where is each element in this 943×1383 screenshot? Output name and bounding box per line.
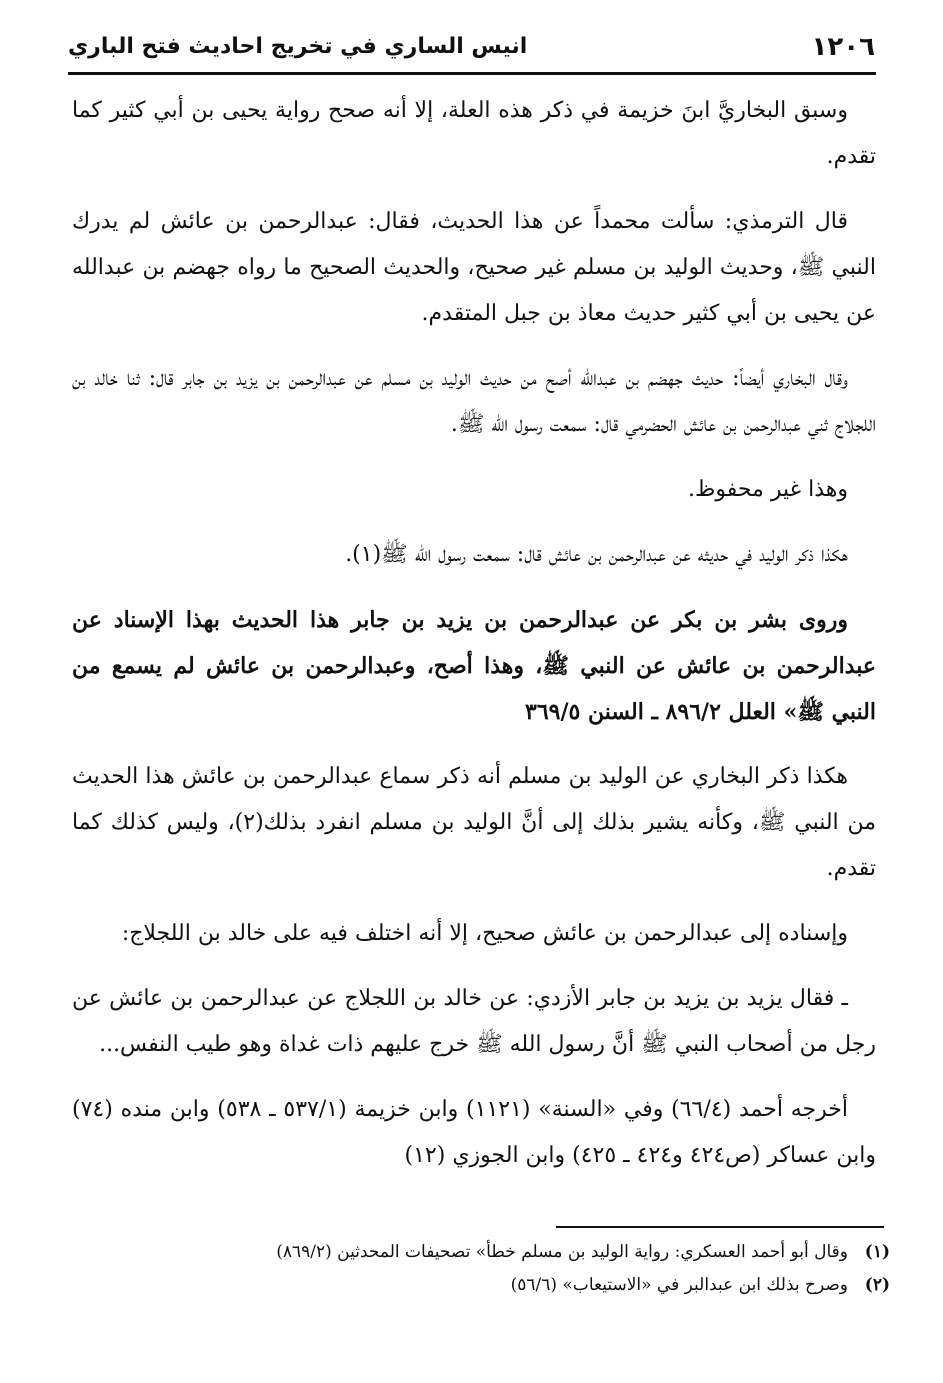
footnote-text: وقال أبو أحمد العسكري: رواية الوليد بن مسلم خطأ» تصحيفات المحدثين (٨٦٩/٢) [276,1242,848,1262]
header-rule [68,72,876,75]
footnote-separator [556,1226,884,1228]
paragraph-2: قال الترمذي: سألت محمداً عن هذا الحديث، فقال: عبدالرحمن بن عائش لم يدرك النبي ﷺ، وحديث الوليد بن مسلم غير صحيح، والحديث الصحيح ما رواه جهضم بن عبدالله عن يحيى بن أبي كثير حديث معاذ بن جبل المتقدم. [72,209,876,326]
footnote-1 [150,1236,890,1269]
paragraph-10: أخرجه أحمد (٦٦/٤) وفي «السنة» (١١٢١) وابن خزيمة (٥٣٧/١ ـ ٥٣٨) وابن منده (٧٤) وابن عساكر (ص٤٢٤ و٤٢٤ ـ ٤٢٥) وابن الجوزي (١٢) [72,1097,876,1168]
page-number: ١٢٠٦ [811,32,875,62]
paragraph-9: ـ فقال يزيد بن يزيد بن جابر الأزدي: عن خالد بن اللجلاج عن عبدالرحمن بن عائش عن رجل من أصحاب النبي ﷺ أنَّ رسول الله ﷺ خرج عليهم ذات غداة وهو طيب النفس... [72,986,876,1057]
paragraph-3: وقال البخاري أيضاً: حديث جهضم بن عبدالله أصح من حديث الوليد بن مسلم عن عبدالرحمن بن يزيد بن جابر قال: ثنا خالد بن اللجلاج ثني عبدالرحمن بن عائش الحضرمي قال: سمعت رسول الله ﷺ. [72,366,876,437]
paragraph-4: وهذا غير محفوظ. [688,477,848,502]
footnote-marker: (٢) [864,1275,890,1295]
paragraph-5: هكذا ذكر الوليد في حديثه عن عبدالرحمن بن عائش قال: سمعت رسول الله ﷺ(١). [345,542,848,567]
footnote-marker: (١) [864,1242,890,1262]
paragraph-1: وسبق البخاريَّ ابنَ خزيمة في ذكر هذه العلة، إلا أنه صحح رواية يحيى بن أبي كثير كما تقدم. [72,98,876,169]
page-header [68,30,875,70]
footnote-2 [150,1269,890,1302]
paragraph-7: هكذا ذكر البخاري عن الوليد بن مسلم أنه ذكر سماع عبدالرحمن بن عائش هذا الحديث من النبي ﷺ، وكأنه يشير بذلك إلى أنَّ الوليد بن مسلم انفرد بذلك(٢)، وليس كذلك كما تقدم. [72,764,876,881]
footnotes [150,1236,890,1302]
paragraph-8: وإسناده إلى عبدالرحمن بن عائش صحيح، إلا أنه اختلف فيه على خالد بن اللجلاج: [121,921,848,946]
paragraph-6: وروى بشر بن بكر عن عبدالرحمن بن يزيد بن جابر هذا الحديث بهذا الإسناد عن عبدالرحمن بن عائش عن النبي ﷺ، وهذا أصح، وعبدالرحمن بن عائش لم يسمع من النبي ﷺ» العلل ٨٩٦/٢ ـ السنن ٣٦٩/٥ [72,607,876,725]
running-title: انيس الساري في تخريج احاديث فتح الباري [68,34,528,59]
footnote-text: وصرح بذلك ابن عبدالبر في «الاستيعاب» (٥٦/٦) [510,1275,848,1295]
main-text [72,88,876,1198]
